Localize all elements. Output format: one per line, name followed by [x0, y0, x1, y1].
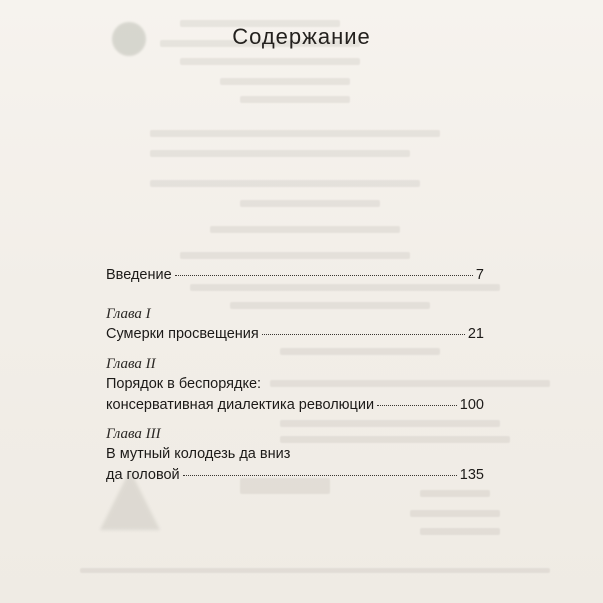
toc-entry-chapter-1[interactable] [106, 305, 484, 345]
page-number: 100 [459, 397, 484, 413]
toc-line [106, 395, 484, 416]
toc-entry-chapter-2[interactable] [106, 355, 484, 416]
toc-entry-introduction[interactable] [106, 265, 484, 286]
toc-line [106, 324, 484, 345]
entry-title-line-2: да головой [106, 467, 180, 483]
toc-line [106, 265, 484, 286]
dot-leader [377, 405, 457, 406]
dot-leader [175, 275, 473, 276]
page-title: Содержание [232, 24, 371, 49]
chapter-label: Глава III [106, 426, 161, 442]
chapter-label: Глава I [106, 306, 151, 322]
dot-leader [183, 475, 457, 476]
page-number: 135 [459, 467, 484, 483]
entry-title-line-1: В мутный колодезь да вниз [106, 446, 291, 462]
entry-title: Сумерки просвещения [106, 326, 259, 342]
toc-entry-chapter-3[interactable] [106, 425, 484, 486]
entry-title-line-1: Порядок в беспорядке: [106, 376, 262, 392]
dot-leader [262, 334, 465, 335]
toc-line [106, 465, 484, 486]
chapter-label: Глава II [106, 356, 156, 372]
page-number: 7 [475, 267, 484, 283]
entry-title: Введение [106, 267, 172, 283]
page-number: 21 [467, 326, 484, 342]
entry-title-line-2: консервативная диалектика революции [106, 397, 375, 413]
